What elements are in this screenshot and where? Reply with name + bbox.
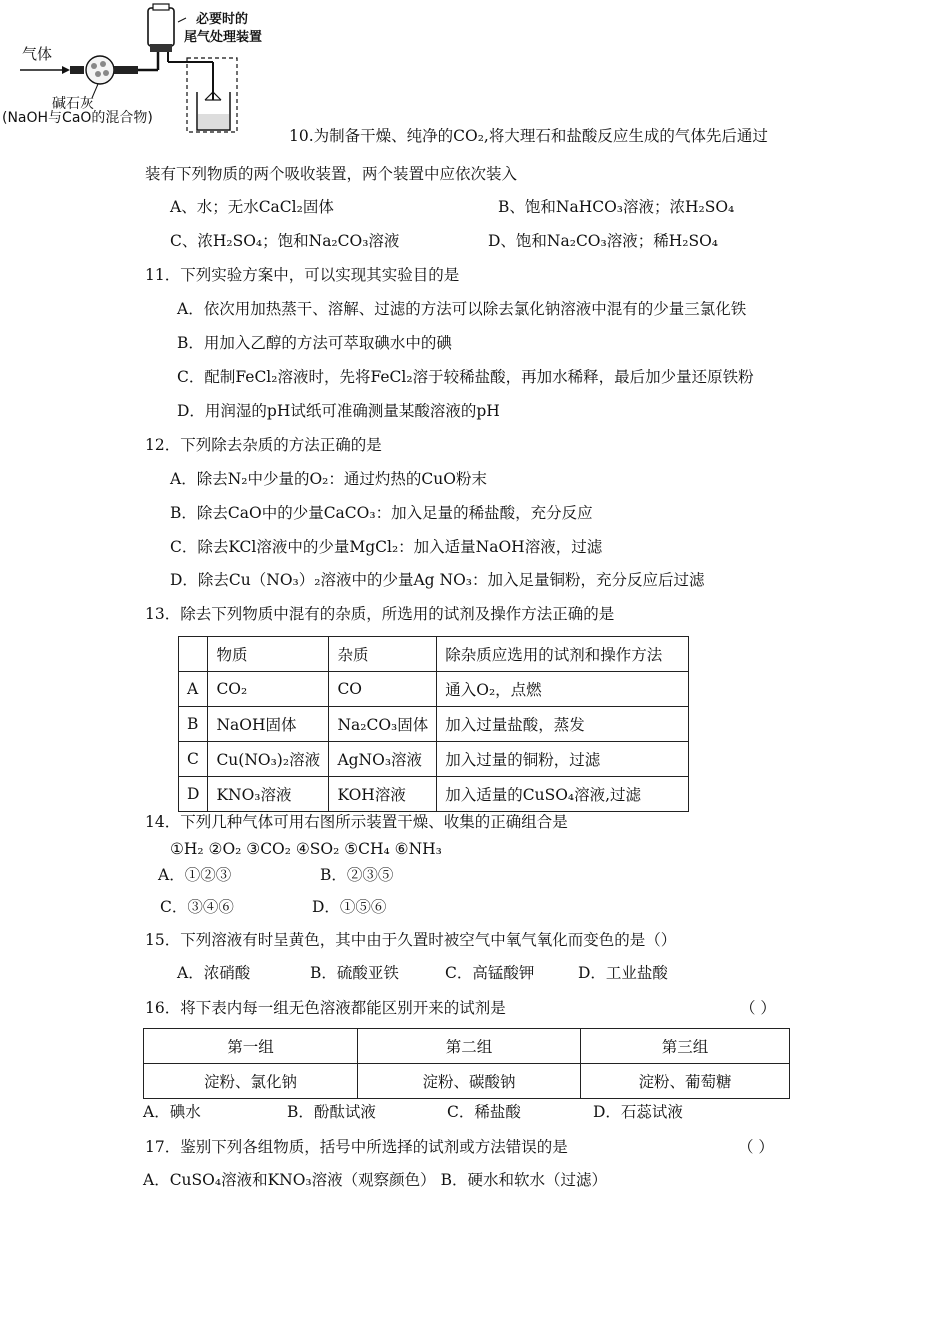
q16-option-a: A．碘水: [143, 1103, 201, 1121]
q12-option-c: C．除去KCl溶液中的少量MgCl₂：加入适量NaOH溶液，过滤: [170, 538, 603, 556]
q13-stem: 13．除去下列物质中混有的杂质，所选用的试剂及操作方法正确的是: [145, 605, 615, 623]
q16-option-d: D．石蕊试液: [593, 1103, 683, 1121]
table-cell: AgNO₃溶液: [329, 742, 437, 777]
table-cell: 第一组: [144, 1029, 358, 1064]
tail-gas-label-2: 尾气处理装置: [184, 30, 263, 45]
q14-stem: 14．下列几种气体可用右图所示装置干燥、收集的正确组合是: [145, 813, 568, 831]
q12-option-a: A．除去N₂中少量的O₂：通过灼热的CuO粉末: [170, 470, 487, 488]
table-row: [179, 672, 689, 707]
table-cell: 淀粉、碳酸钠: [358, 1064, 581, 1099]
table-cell: D: [179, 777, 208, 812]
q15-option-a: A．浓硝酸: [177, 964, 251, 982]
table-cell: KNO₃溶液: [208, 777, 329, 812]
q12-option-b: B．除去CaO中的少量CaCO₃：加入足量的稀盐酸，充分反应: [170, 504, 593, 522]
q11-option-b: B．用加入乙醇的方法可萃取碘水中的碘: [177, 334, 452, 352]
tail-gas-label-1: 必要时的: [196, 12, 249, 27]
q16-stem: 16．将下表内每一组无色溶液都能区别开来的试剂是: [145, 999, 506, 1017]
table-cell: CO: [329, 672, 437, 707]
table-cell: 通入O₂，点燃: [437, 672, 689, 707]
q14-gases: ①H₂ ②O₂ ③CO₂ ④SO₂ ⑤CH₄ ⑥NH₃: [170, 840, 442, 858]
q10-option-c: C、浓H₂SO₄；饱和Na₂CO₃溶液: [170, 232, 400, 250]
table-cell: [179, 637, 208, 672]
q12-option-d: D．除去Cu（NO₃）₂溶液中的少量Ag NO₃：加入足量铜粉，充分反应后过滤: [170, 571, 705, 589]
table-cell: Cu(NO₃)₂溶液: [208, 742, 329, 777]
q11-option-a: A．依次用加热蒸干、溶解、过滤的方法可以除去氯化钠溶液中混有的少量三氯化铁: [177, 300, 747, 318]
q17-options: A．CuSO₄溶液和KNO₃溶液（观察颜色） B．硬水和软水（过滤）: [143, 1171, 607, 1189]
q10-option-a: A、水；无水CaCl₂固体: [170, 198, 334, 216]
collecting-bottle: [148, 8, 174, 46]
q10-option-b: B、饱和NaHCO₃溶液；浓H₂SO₄: [498, 198, 735, 216]
table-cell: 除杂质应选用的试剂和操作方法: [437, 637, 689, 672]
q14-option-d: D．①⑤⑥: [312, 898, 387, 916]
soda-lime-note: (NaOH与CaO的混合物): [2, 110, 153, 126]
q10-stem-line2: 装有下列物质的两个吸收装置，两个装置中应依次装入: [145, 165, 518, 183]
table-cell: C: [179, 742, 208, 777]
table-cell: 加入过量盐酸，蒸发: [437, 707, 689, 742]
q11-stem: 11．下列实验方案中，可以实现其实验目的是: [145, 266, 460, 284]
table-cell: 加入过量的铜粉，过滤: [437, 742, 689, 777]
q15-option-c: C．高锰酸钾: [445, 964, 535, 982]
table-row: [179, 742, 689, 777]
table-cell: A: [179, 672, 208, 707]
q10-stem-line1: 10.为制备干燥、纯净的CO₂,将大理石和盐酸反应生成的气体先后通过: [289, 127, 768, 145]
table-cell: 第三组: [581, 1029, 790, 1064]
table-cell: 杂质: [329, 637, 437, 672]
q15-option-d: D．工业盐酸: [578, 964, 668, 982]
gas-arrow-head: [62, 66, 70, 74]
q11-option-c: C．配制FeCl₂溶液时，先将FeCl₂溶于较稀盐酸，再加水稀释，最后加少量还原铁粉: [177, 368, 754, 386]
table-cell: 第二组: [358, 1029, 581, 1064]
table-row: [179, 707, 689, 742]
q13-table: [178, 636, 689, 812]
q15-option-b: B．硫酸亚铁: [310, 964, 399, 982]
q11-option-d: D．用润湿的pH试纸可准确测量某酸溶液的pH: [177, 402, 500, 420]
q16-option-c: C．稀盐酸: [447, 1103, 521, 1121]
table-header-row: [144, 1029, 790, 1064]
table-cell: 淀粉、氯化钠: [144, 1064, 358, 1099]
q17-answer-paren: （ ）: [738, 1138, 774, 1156]
soda-lime-bulb: [86, 56, 114, 84]
q16-option-b: B．酚酞试液: [287, 1103, 376, 1121]
q16-answer-paren: （ ）: [740, 999, 776, 1017]
table-cell: CO₂: [208, 672, 329, 707]
table-cell: 加入适量的CuSO₄溶液,过滤: [437, 777, 689, 812]
q10-option-d: D、饱和Na₂CO₃溶液；稀H₂SO₄: [488, 232, 718, 250]
gas-label: 气体: [22, 45, 53, 63]
q12-stem: 12．下列除去杂质的方法正确的是: [145, 436, 382, 454]
table-cell: 淀粉、葡萄糖: [581, 1064, 790, 1099]
q17-stem: 17．鉴别下列各组物质，括号中所选择的试剂或方法错误的是: [145, 1138, 568, 1156]
table-cell: 物质: [208, 637, 329, 672]
soda-lime-label: 碱石灰: [52, 96, 94, 112]
q14-option-c: C．③④⑥: [160, 898, 234, 916]
table-row: [179, 777, 689, 812]
table-row: [144, 1064, 790, 1099]
q14-option-a: A．①②③: [158, 866, 232, 884]
q15-stem: 15．下列溶液有时呈黄色，其中由于久置时被空气中氧气氧化而变色的是（）: [145, 931, 677, 949]
q14-option-b: B．②③⑤: [320, 866, 394, 884]
table-cell: NaOH固体: [208, 707, 329, 742]
table-cell: KOH溶液: [329, 777, 437, 812]
q16-table: [143, 1028, 790, 1099]
table-cell: Na₂CO₃固体: [329, 707, 437, 742]
table-header-row: [179, 637, 689, 672]
table-cell: B: [179, 707, 208, 742]
